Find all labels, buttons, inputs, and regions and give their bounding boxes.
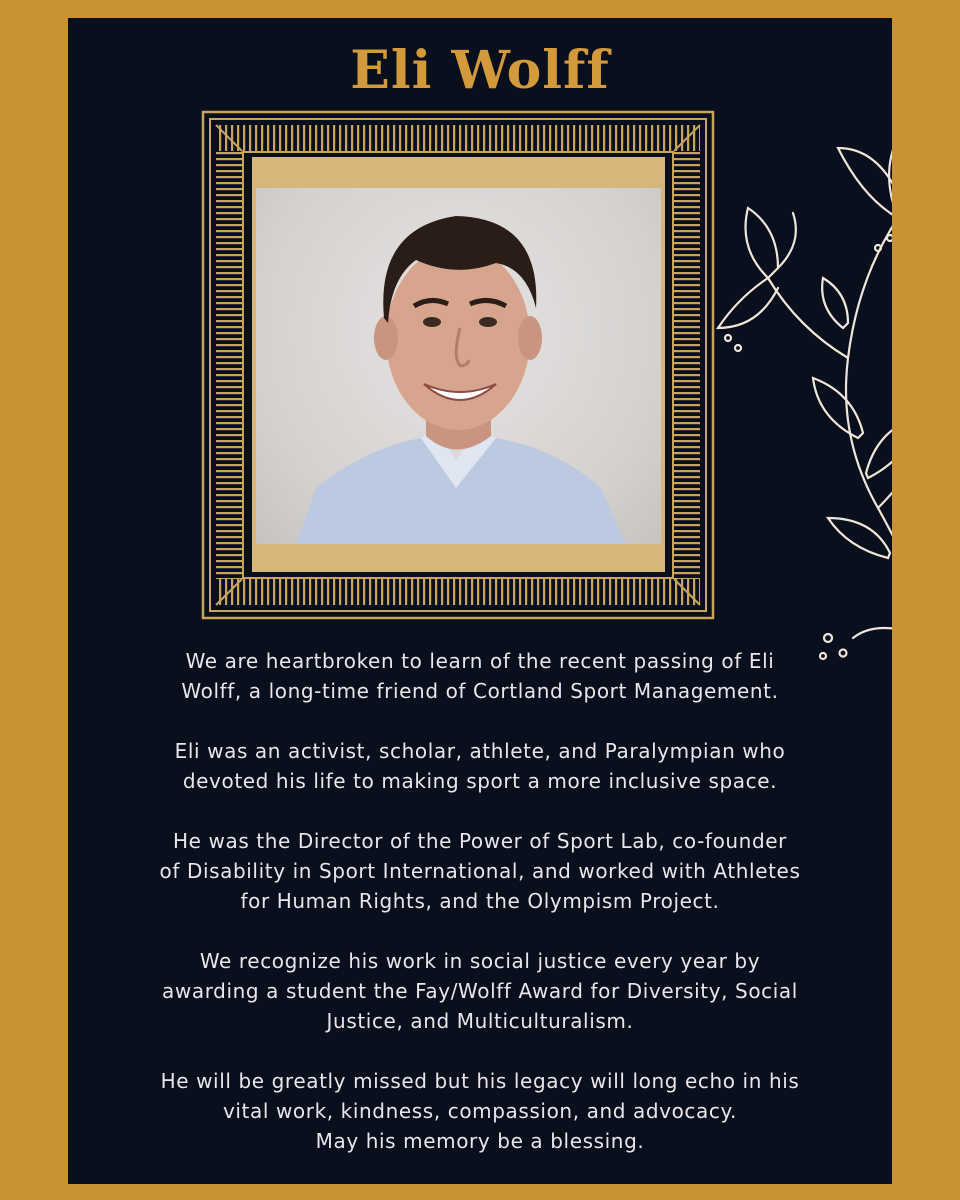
tribute-line: awarding a student the Fay/Wolff Award for Diversity, Social (162, 979, 798, 1003)
page-title: Eli Wolff (350, 40, 610, 101)
tribute-line: Justice, and Multiculturalism. (326, 1009, 634, 1033)
portrait-illustration (256, 188, 661, 544)
tribute-line: We recognize his work in social justice every year by (199, 949, 761, 973)
floral-illustration (628, 78, 892, 698)
portrait-photo (256, 188, 661, 544)
tribute-line: He was the Director of the Power of Sport Lab, co-founder (173, 829, 787, 853)
tribute-paragraph (68, 646, 892, 706)
memorial-panel (68, 18, 892, 1184)
tribute-line: of Disability in Sport International, and worked with Athletes (159, 859, 801, 883)
tribute-paragraph (68, 736, 892, 796)
tribute-line: We are heartbroken to learn of the recent passing of Eli (185, 649, 775, 673)
tribute-paragraph (68, 946, 892, 1036)
tribute-paragraph (68, 826, 892, 916)
tribute-line: devoted his life to making sport a more inclusive space. (182, 769, 778, 793)
tribute-line: vital work, kindness, compassion, and advocacy. (222, 1099, 738, 1123)
tribute-line: for Human Rights, and the Olympism Project. (240, 889, 720, 913)
tribute-line: May his memory be a blessing. (315, 1129, 645, 1153)
tribute-paragraph (68, 1066, 892, 1156)
tribute-line: Wolff, a long-time friend of Cortland Sport Management. (181, 679, 779, 703)
tribute-line: Eli was an activist, scholar, athlete, and Paralympian who (174, 739, 786, 763)
tribute-line: He will be greatly missed but his legacy will long echo in his (160, 1069, 800, 1093)
tribute-text (68, 646, 892, 1156)
